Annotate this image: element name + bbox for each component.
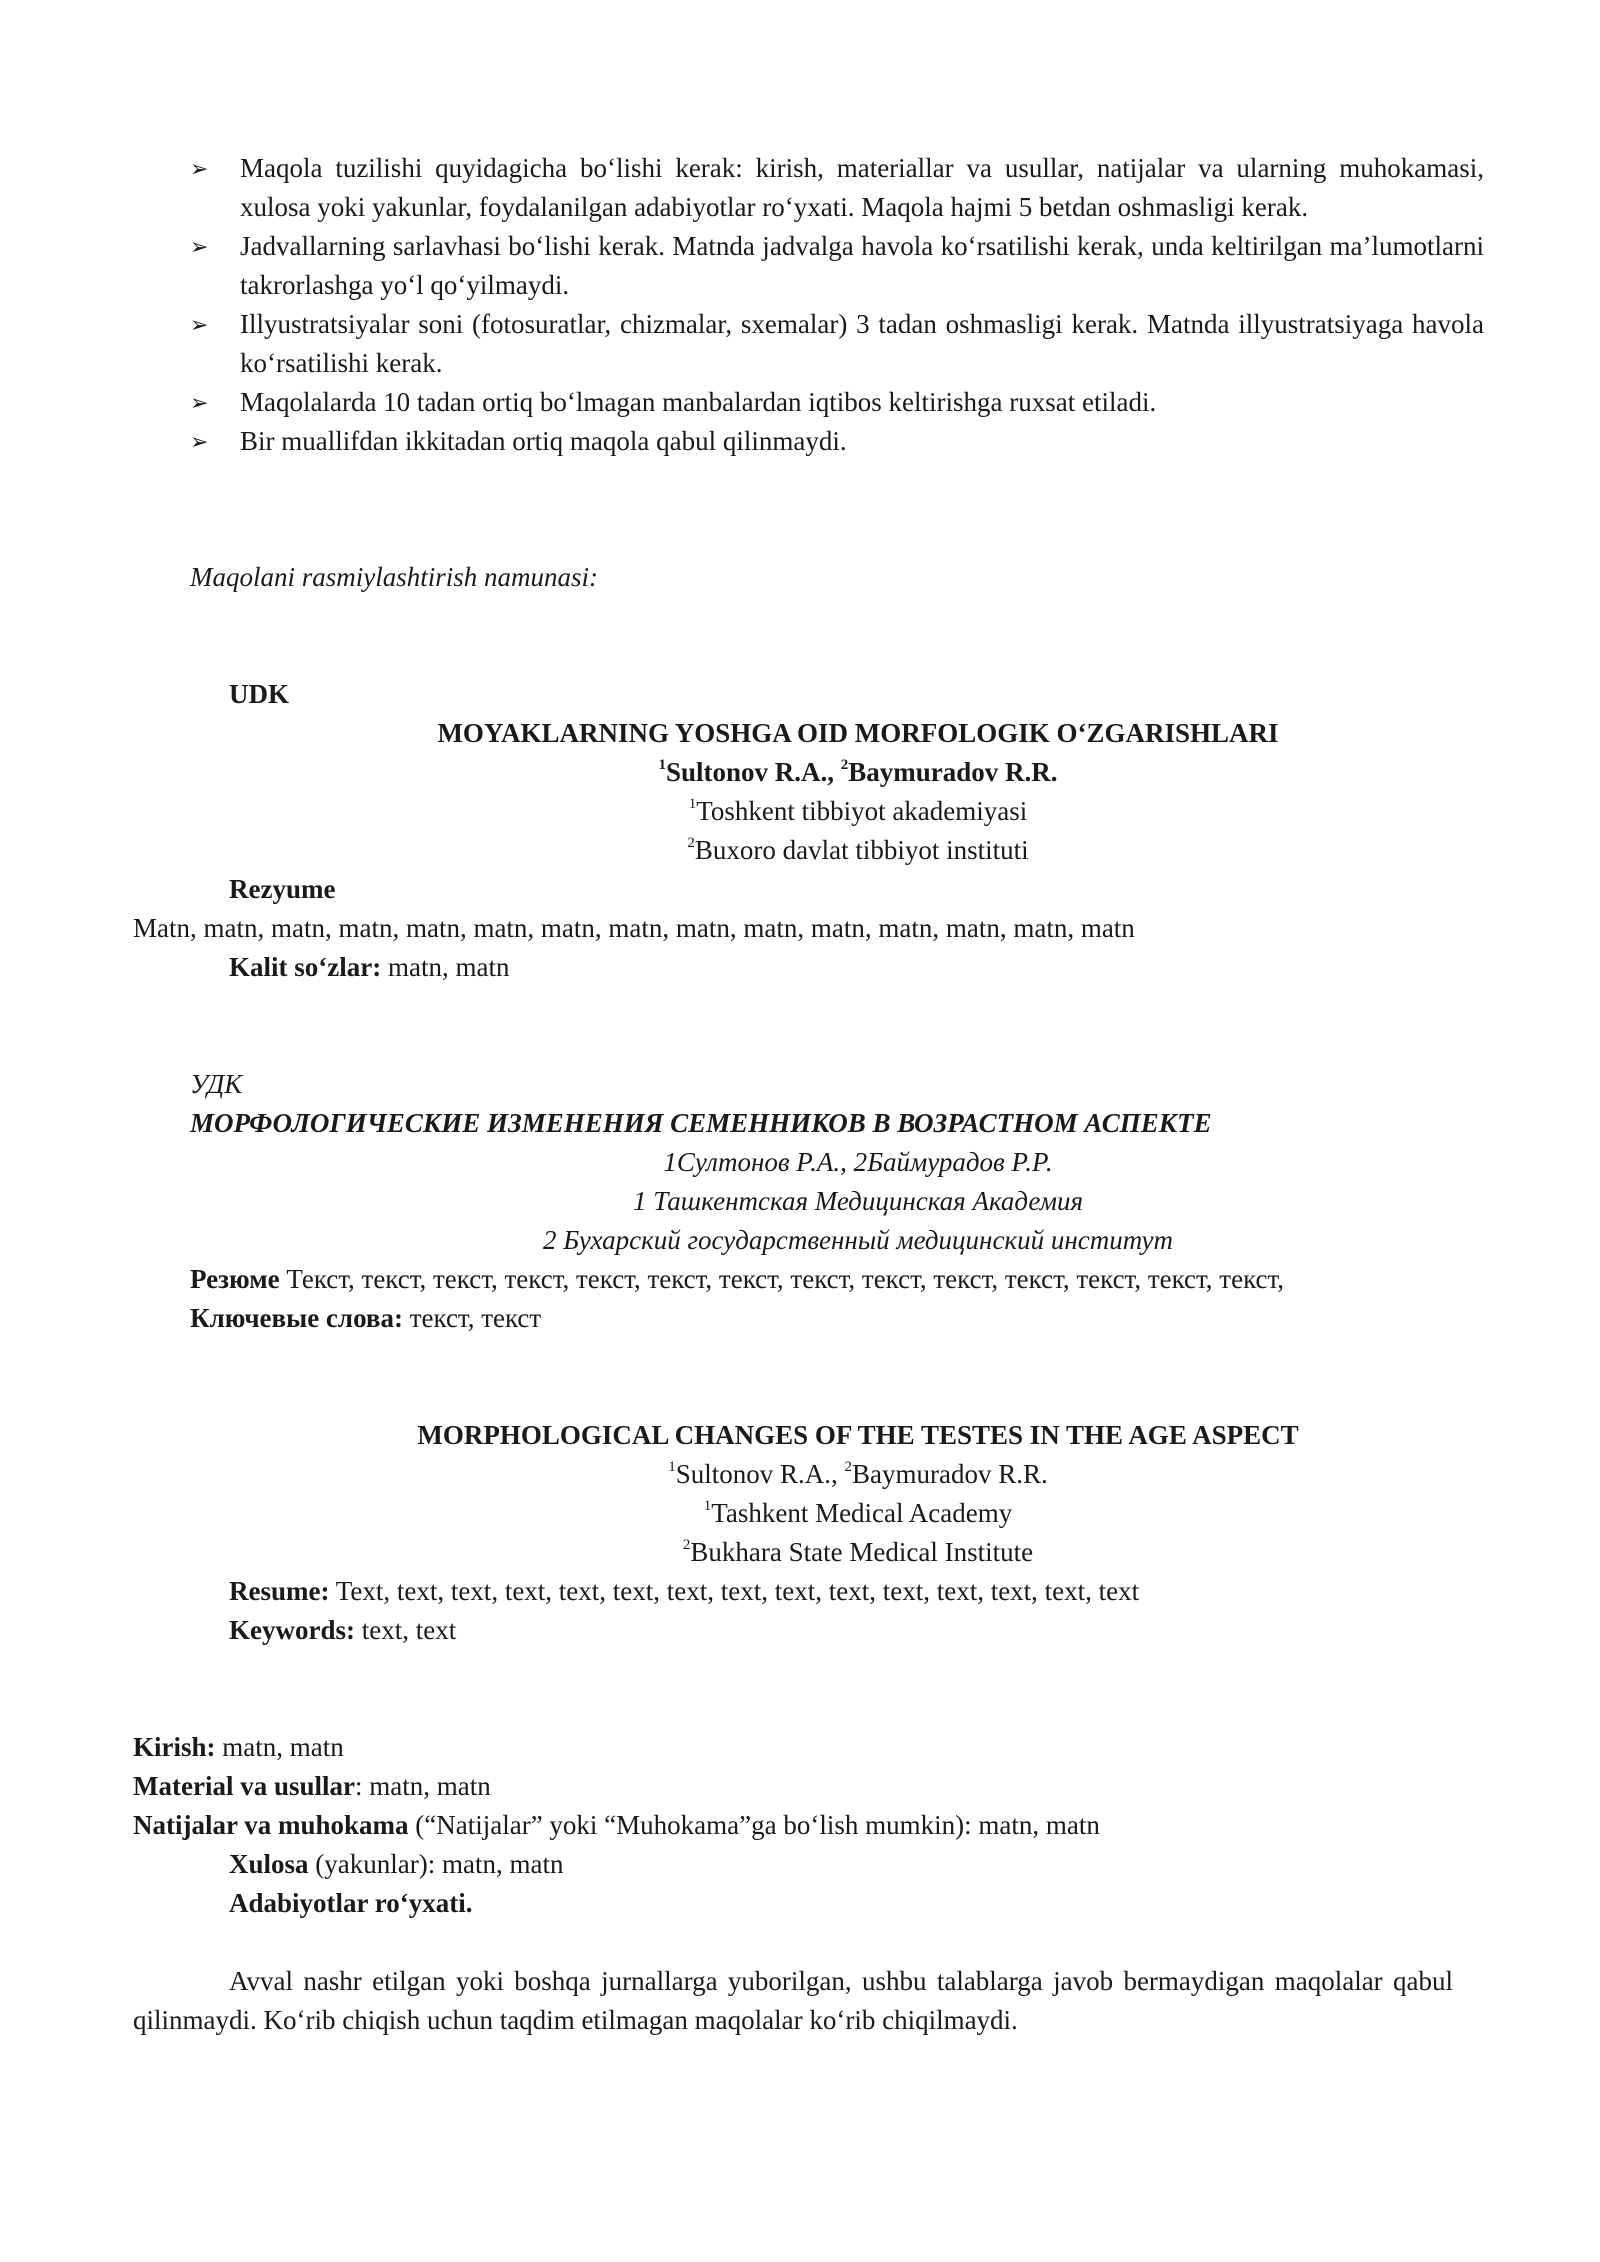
arrow-bullet-icon: ➢ bbox=[190, 234, 209, 259]
uz-article-title: MOYAKLARNING YOSHGA OID MORFOLOGIK O‘ZGARISHLARI bbox=[437, 718, 1279, 748]
list-item: ➢ Bir muallifdan ikkitadan ortiq maqola qabul qilinmaydi. bbox=[190, 422, 1484, 461]
section-references: Adabiyotlar ro‘yxati. bbox=[229, 1888, 473, 1918]
ru-udk-label: УДК bbox=[190, 1069, 243, 1099]
requirements-list bbox=[190, 149, 1484, 461]
section-methods: Material va usullar: matn, matn bbox=[133, 1771, 491, 1801]
ru-affiliation-1: 1 Ташкентская Медицинская Академия bbox=[633, 1186, 1083, 1216]
list-item: ➢ Jadvallarning sarlavhasi bo‘lishi kerak. Matnda jadvalga havola ko‘rsatilishi kerak, unda keltirilgan ma’lumotlarni takrorlashga yo‘l qo‘yilmaydi. bbox=[190, 227, 1484, 305]
arrow-bullet-icon: ➢ bbox=[190, 156, 209, 181]
section-results: Natijalar va muhokama (“Natijalar” yoki “Muhokama”ga bo‘lish mumkin): matn, matn bbox=[133, 1810, 1100, 1840]
arrow-bullet-icon: ➢ bbox=[190, 312, 209, 337]
arrow-bullet-icon: ➢ bbox=[190, 390, 209, 415]
ru-resume: Резюме Текст, текст, текст, текст, текст, текст, текст, текст, текст, текст, текст, текст, текст, текст, bbox=[190, 1264, 1285, 1294]
uz-affiliation-1: $^1$Toshkent tibbiyot akademiyasi bbox=[688, 796, 1028, 826]
udk-label: UDK bbox=[229, 679, 289, 709]
en-authors: $^1$Sultonov R.A., $^2$Baymuradov R.R. bbox=[668, 1459, 1048, 1489]
en-keywords: Keywords: text, text bbox=[229, 1615, 457, 1645]
section-conclusion: Xulosa (yakunlar): matn, matn bbox=[229, 1849, 564, 1879]
en-affiliation-1: $^1$Tashkent Medical Academy bbox=[703, 1498, 1013, 1528]
list-item: ➢ Illyustratsiyalar soni (fotosuratlar, chizmalar, sxemalar) 3 tadan oshmasligi kerak. Matnda illyustratsiyaga havola ko‘rsatilishi kerak. bbox=[190, 305, 1484, 383]
section-intro: Kirish: matn, matn bbox=[133, 1732, 344, 1762]
uz-keywords: Kalit so‘zlar: matn, matn bbox=[229, 952, 510, 982]
footer-note: Avval nashr etilgan yoki boshqa jurnallarga yuborilgan, ushbu talablarga javob bermaydigan maqolalar qabul qilinmaydi. Ko‘rib chiqish uchun taqdim etilmagan maqolalar ko‘rib chiqilmaydi. bbox=[133, 1966, 1453, 2035]
uz-affiliation-2: $^2$Buxoro davlat tibbiyot instituti bbox=[687, 835, 1029, 865]
uz-authors: $^1$Sultonov R.A., $^2$Baymuradov R.R. bbox=[658, 757, 1058, 787]
ru-authors: 1Султонов Р.А., 2Баймурадов Р.Р. bbox=[663, 1147, 1053, 1177]
arrow-bullet-icon: ➢ bbox=[190, 429, 209, 454]
list-item: ➢ Maqola tuzilishi quyidagicha bo‘lishi kerak: kirish, materiallar va usullar, natijalar va ularning muhokamasi, xulosa yoki yakunlar, foydalanilgan adabiyotlar ro‘yxati. Maqola hajmi 5 betdan oshmasligi kerak. bbox=[190, 149, 1484, 227]
ru-keywords: Ключевые слова: текст, текст bbox=[190, 1303, 542, 1333]
ru-article-title: МОРФОЛОГИЧЕСКИЕ ИЗМЕНЕНИЯ СЕМЕННИКОВ В ВОЗРАСТНОМ АСПЕКТЕ bbox=[190, 1108, 1212, 1138]
ru-affiliation-2: 2 Бухарский государственный медицинский институт bbox=[542, 1225, 1174, 1255]
en-resume: Resume: Text, text, text, text, text, text, text, text, text, text, text, text, text, text, text bbox=[229, 1576, 1140, 1606]
en-affiliation-2: $^2$Bukhara State Medical Institute bbox=[682, 1537, 1034, 1567]
uz-resume-text: Matn, matn, matn, matn, matn, matn, matn, matn, matn, matn, matn, matn, matn, matn, matn bbox=[133, 913, 1135, 943]
uz-resume-label: Rezyume bbox=[229, 874, 336, 904]
list-item: ➢ Maqolalarda 10 tadan ortiq bo‘lmagan manbalardan iqtibos keltirishga ruxsat etiladi. bbox=[190, 383, 1484, 422]
sample-heading: Maqolani rasmiylashtirish namunasi: bbox=[190, 562, 599, 592]
en-article-title: MORPHOLOGICAL CHANGES OF THE TESTES IN THE AGE ASPECT bbox=[417, 1420, 1299, 1450]
